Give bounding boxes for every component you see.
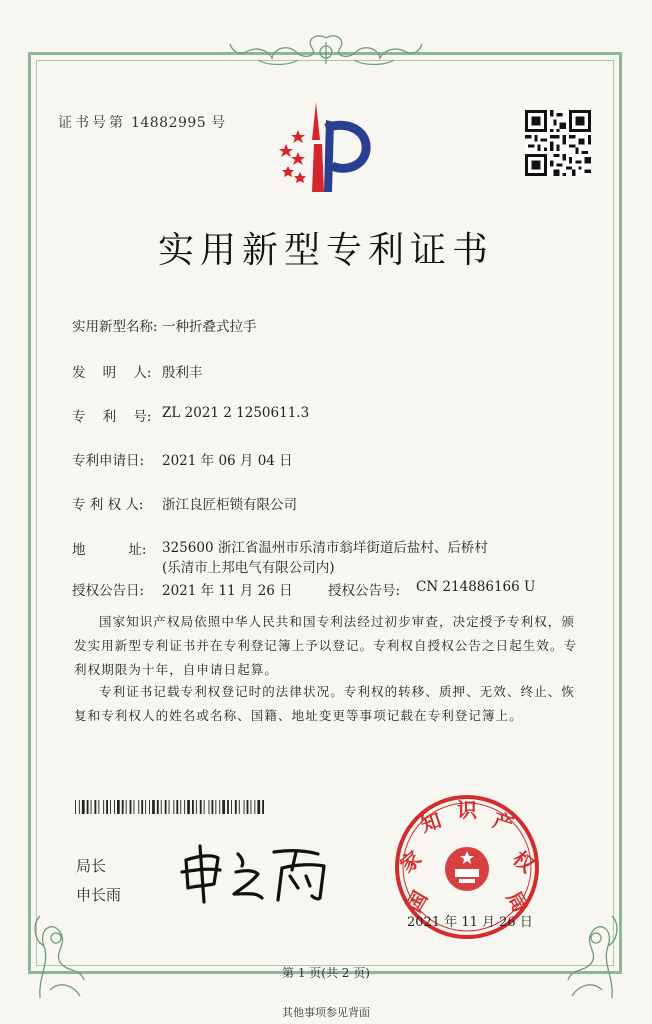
field-value: 2021 年 06 月 04 日 bbox=[162, 453, 293, 469]
field-label: 发 明 人: bbox=[72, 365, 152, 381]
page-number: 第 1 页(共 2 页) bbox=[282, 966, 370, 980]
field-value: ZL 2021 2 1250611.3 bbox=[162, 405, 310, 421]
svg-text:局: 局 bbox=[501, 886, 533, 917]
barcode bbox=[75, 800, 265, 814]
cnipa-logo bbox=[268, 100, 388, 192]
certificate-number bbox=[58, 112, 226, 132]
field-value: 325600 浙江省温州市乐清市翁垟街道后盐村、后桥村(乐清市上邦电气有限公司内) bbox=[162, 540, 488, 576]
svg-text:识: 识 bbox=[457, 798, 477, 822]
footnote: 其他事项参见背面 bbox=[282, 1006, 370, 1019]
field-label: 专 利 号: bbox=[72, 409, 152, 425]
body-paragraph-2: 专利证书记载专利权登记时的法律状况。专利权的转移、质押、无效、终止、恢复和专利权人的姓名或名称、国籍、地址变更等事项记载在专利登记簿上。 bbox=[74, 684, 576, 723]
field-value: CN 214886166 U bbox=[416, 579, 536, 595]
certificate-title: 实用新型专利证书 bbox=[157, 230, 494, 271]
top-ornament bbox=[228, 30, 424, 70]
qr-code bbox=[525, 110, 591, 176]
field-value: 殷利丰 bbox=[162, 365, 203, 381]
svg-text:家: 家 bbox=[395, 846, 426, 878]
field-value: 浙江良匠柜锁有限公司 bbox=[162, 497, 297, 513]
field-address bbox=[72, 538, 488, 576]
field-grant-date bbox=[72, 579, 293, 599]
field-label: 授权公告号: bbox=[328, 583, 401, 599]
bottom-right-ornament bbox=[542, 880, 622, 1000]
seal-date: 2021 年 11 月 26 日 bbox=[407, 915, 533, 930]
field-filing-date bbox=[72, 449, 293, 469]
svg-text:国: 国 bbox=[401, 886, 433, 917]
field-grant-number bbox=[328, 579, 536, 599]
field-patent-number bbox=[72, 405, 310, 425]
certificate-number-label: 证书号第 bbox=[58, 115, 126, 131]
field-label: 实用新型名称: bbox=[72, 319, 158, 335]
certificate-number-value: 14882995 bbox=[130, 115, 207, 131]
field-label: 地 址: bbox=[72, 542, 147, 558]
handwritten-signature bbox=[178, 842, 338, 904]
field-label: 专利申请日: bbox=[72, 453, 145, 469]
field-value: 2021 年 11 月 26 日 bbox=[162, 583, 293, 599]
signatory-title: 局长 bbox=[76, 857, 107, 875]
field-inventor bbox=[72, 361, 203, 381]
field-label: 授权公告日: bbox=[72, 583, 145, 599]
field-value: 一种折叠式拉手 bbox=[162, 319, 257, 335]
svg-text:权: 权 bbox=[508, 846, 539, 878]
field-utility-model-name bbox=[72, 315, 257, 335]
certificate-number-suffix: 号 bbox=[211, 115, 226, 131]
field-patentee bbox=[72, 493, 297, 513]
svg-text:知: 知 bbox=[417, 807, 445, 837]
signatory-name: 申长雨 bbox=[76, 886, 122, 904]
field-label: 专 利 权 人: bbox=[72, 497, 144, 513]
svg-text:产: 产 bbox=[489, 807, 517, 837]
body-paragraph-1: 国家知识产权局依照中华人民共和国专利法经过初步审查，决定授予专利权，颁发实用新型专利证书并在专利登记簿上予以登记。专利权自授权公告之日起生效。专利权期限为十年，自申请日起算。 bbox=[74, 614, 578, 677]
